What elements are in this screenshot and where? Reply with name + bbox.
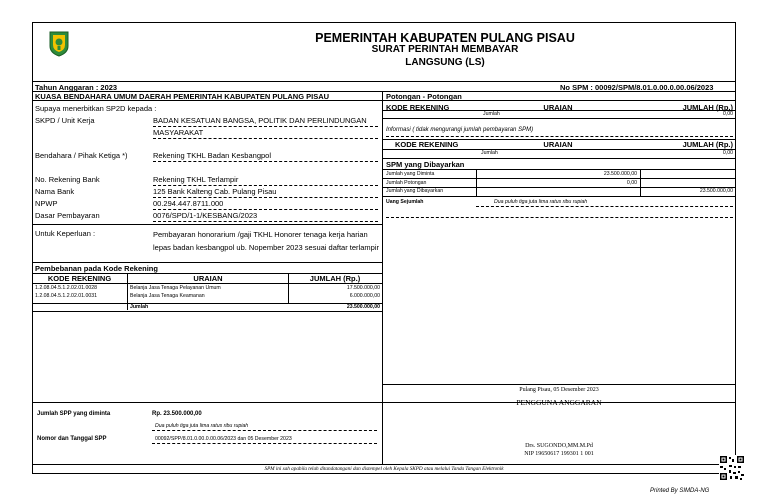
bank-label: Nama Bank <box>35 187 75 196</box>
table-row: 23.500.000,00 <box>699 188 733 194</box>
pembebanan-total-label: Jumlah <box>130 304 149 310</box>
uang-value: Dua puluh tiga juta lima ratus ribu rupiah <box>494 199 588 205</box>
rekening-label: No. Rekening Bank <box>35 175 100 184</box>
printed-by: Printed By SIMDA-NG <box>650 488 710 494</box>
spp-terbilang: Dua puluh tiga juta lima ratus ribu rupiah <box>155 423 249 429</box>
keperluan-value: Pembayaran honorarium /gaji TKHL Honorer tenaga kerja harian lepas badan kesbangpol ub. Nopember 2023 sesuai daftar terlampir <box>153 230 379 252</box>
supaya-text: Supaya menerbitkan SP2D kepada : <box>35 104 157 113</box>
uang-label: Uang Sejumlah <box>386 199 424 205</box>
qr-code-icon <box>719 455 745 481</box>
spm-number: No SPM : 00092/SPM/8.01.0.00.0.00.06/2023 <box>560 83 714 92</box>
bendahara-value: Rekening TKHL Badan Kesbangpol <box>153 151 272 160</box>
rekening-value: Rekening TKHL Terlampir <box>153 175 239 184</box>
pembebanan-header-kode: KODE REKENING <box>47 274 112 283</box>
npwp-label: NPWP <box>35 199 58 208</box>
table-row: 17.500.000,00 <box>346 285 380 291</box>
header-title: PEMERINTAH KABUPATEN PULANG PISAU <box>315 31 575 45</box>
table-row: Belanja Jasa Tenaga Pelayanan Umum <box>130 285 221 291</box>
pembebanan-header-jumlah: JUMLAH (Rp.) <box>309 274 361 283</box>
potongan-header-kode: KODE REKENING <box>386 103 450 112</box>
dibayarkan-title: SPM yang Dibayarkan <box>386 160 465 169</box>
spp-nomor-value: 00092/SPP/8.01.0.00.0.00.06/2023 dan 05 Desember 2023 <box>155 436 292 442</box>
info-header-kode: KODE REKENING <box>395 140 459 149</box>
signer-nip: NIP 19650617 199301 1 001 <box>524 451 594 457</box>
bendahara-label: Bendahara / Pihak Ketiga *) <box>35 151 128 160</box>
table-row: 0,00 <box>626 180 637 186</box>
bank-value: 125 Bank Kalteng Cab. Pulang Pisau <box>153 187 277 196</box>
table-row: 1.2.08.04.5.1.2.02.01.0031 <box>35 293 98 299</box>
pembebanan-header-uraian: URAIAN <box>193 274 223 283</box>
pembebanan-title: Pembebanan pada Kode Rekening <box>35 264 158 273</box>
info-header-uraian: URAIAN <box>543 140 573 149</box>
fiscal-year: Tahun Anggaran : 2023 <box>35 83 118 92</box>
dasar-label: Dasar Pembayaran <box>35 211 100 220</box>
skpd-value: BADAN KESATUAN BANGSA, POLITIK DAN PERLINDUNGAN MASYARAKAT <box>153 116 367 137</box>
info-total-value: 0,00 <box>722 150 733 156</box>
signer-role: PENGGUNA ANGGARAN <box>516 398 602 407</box>
table-row: Jumlah yang Dibayarkan <box>386 188 444 194</box>
spp-jumlah-label: Jumlah SPP yang diminta <box>37 411 111 417</box>
informasi-text: Informasi ( tidak mengurangi jumlah pembayaran SPM) <box>386 127 534 133</box>
info-header-jumlah: JUMLAH (Rp.) <box>682 140 733 149</box>
spp-nomor-label: Nomor dan Tanggal SPP <box>37 436 107 442</box>
table-row: Jumlah yang Diminta <box>386 171 435 177</box>
header-subtitle: SURAT PERINTAH MEMBAYAR <box>371 44 519 55</box>
potongan-title: Potongan - Potongan <box>386 92 462 101</box>
table-row: 1.2.08.04.5.1.2.02.01.0028 <box>35 285 98 291</box>
table-row: Belanja Jasa Tenaga Keamanan <box>130 293 205 299</box>
pembebanan-total-value: 23.500.000,00 <box>346 304 380 310</box>
potongan-header-jumlah: JUMLAH (Rp.) <box>682 103 733 112</box>
regency-emblem-icon <box>48 30 70 57</box>
potongan-total-label: Jumlah <box>483 111 500 117</box>
table-row: Jumlah Potongan <box>386 180 427 186</box>
npwp-value: 00.294.447.8711.000 <box>153 199 224 208</box>
keperluan-label: Untuk Keperluan : <box>35 229 96 238</box>
skpd-label: SKPD / Unit Kerja <box>35 116 95 125</box>
spp-jumlah-value: Rp. 23.500.000,00 <box>152 411 202 417</box>
header-subtitle-ls: LANGSUNG (LS) <box>405 57 485 68</box>
kuasa-bud: KUASA BENDAHARA UMUM DAERAH PEMERINTAH KABUPATEN PULANG PISAU <box>35 92 330 101</box>
column-divider <box>382 91 383 464</box>
footer-note: SPM ini sah apabila telah ditandatangani dan distempel oleh Kepala SKPD atau melalui Tanda Tangan Elektronik <box>264 466 504 472</box>
potongan-header-uraian: URAIAN <box>543 103 573 112</box>
info-total-label: Jumlah <box>481 150 498 156</box>
signer-name: Drs. SUGONDO,MM.M.Pd <box>525 443 593 449</box>
potongan-total-value: 0,00 <box>722 111 733 117</box>
dasar-value: 0076/SPD/1-1/KESBANG/2023 <box>153 211 258 220</box>
table-row: 6.000.000,00 <box>349 293 380 299</box>
signature-place-date: Pulang Pisau, 05 Desember 2023 <box>519 387 599 393</box>
table-row: 23.500.000,00 <box>603 171 637 177</box>
